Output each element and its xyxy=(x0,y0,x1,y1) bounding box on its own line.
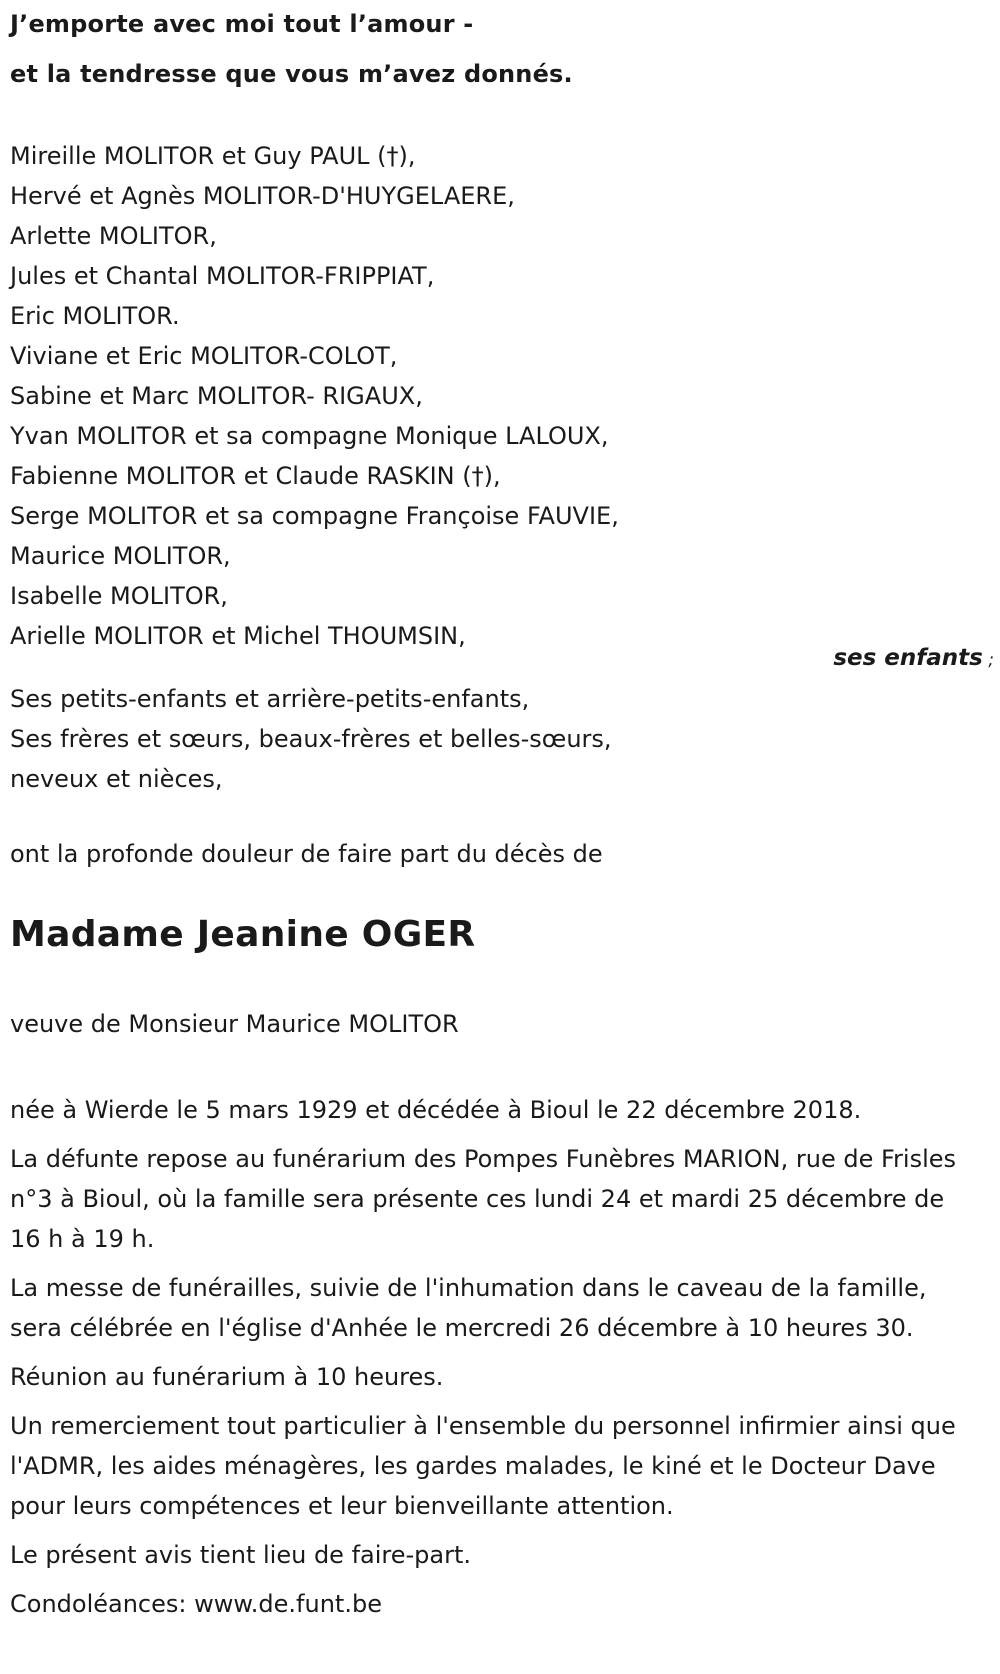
meeting-paragraph: Réunion au funérarium à 10 heures. xyxy=(10,1363,444,1391)
funeral-paragraph: La messe de funérailles, suivie de l'inhumation dans le caveau de la famille, sera célébrée en l'église d'Anhée le mercredi 26 décembre à 10 heures 30. xyxy=(10,1274,927,1342)
family-member: Serge MOLITOR et sa compagne Françoise FAUVIE, xyxy=(10,502,619,530)
family-member: Eric MOLITOR. xyxy=(10,302,180,330)
family-member: Isabelle MOLITOR, xyxy=(10,582,228,610)
family-member: Hervé et Agnès MOLITOR-D'HUYGELAERE, xyxy=(10,182,515,210)
children-list xyxy=(10,136,619,656)
notice-paragraph: Le présent avis tient lieu de faire-part. xyxy=(10,1541,472,1569)
quote-line-1: J’emporte avec moi tout l’amour - xyxy=(10,10,474,38)
family-member: Viviane et Eric MOLITOR-COLOT, xyxy=(10,342,398,370)
family-member: Arlette MOLITOR, xyxy=(10,222,217,250)
family-member: Mireille MOLITOR et Guy PAUL (†), xyxy=(10,142,416,170)
extended-family-list xyxy=(10,679,612,799)
deceased-name: Madame Jeanine OGER xyxy=(10,914,476,955)
quote-line-2: et la tendresse que vous m’avez donnés. xyxy=(10,60,573,88)
family-member: Yvan MOLITOR et sa compagne Monique LALOUX, xyxy=(10,422,609,450)
details-section xyxy=(10,1090,970,1633)
announcement-text: ont la profonde douleur de faire part du décès de xyxy=(10,840,603,868)
repose-paragraph: La défunte repose au funérarium des Pompes Funèbres MARION, rue de Frisles n°3 à Bioul, où la famille sera présente ces lundi 24 et mardi 25 décembre de 16 h à 19 h. xyxy=(10,1145,957,1253)
extended-family-line: neveux et nièces, xyxy=(10,765,223,793)
role-label-punct: ; xyxy=(982,650,994,670)
extended-family-line: Ses frères et sœurs, beaux-frères et belles-sœurs, xyxy=(10,725,612,753)
family-member: Maurice MOLITOR, xyxy=(10,542,231,570)
extended-family-line: Ses petits-enfants et arrière-petits-enfants, xyxy=(10,685,530,713)
role-label-text: ses enfants xyxy=(833,645,983,671)
birth-death-paragraph: née à Wierde le 5 mars 1929 et décédée à Bioul le 22 décembre 2018. xyxy=(10,1096,862,1124)
family-member: Jules et Chantal MOLITOR-FRIPPIAT, xyxy=(10,262,435,290)
family-member: Arielle MOLITOR et Michel THOUMSIN, xyxy=(10,622,466,650)
widow-of-line: veuve de Monsieur Maurice MOLITOR xyxy=(10,1010,459,1038)
thanks-paragraph: Un remerciement tout particulier à l'ensemble du personnel infirmier ainsi que l'ADMR, les aides ménagères, les gardes malades, le kiné et le Docteur Dave pour leurs compétences et leur bienveillante attention. xyxy=(10,1412,956,1520)
condolences-paragraph: Condoléances: www.de.funt.be xyxy=(10,1590,382,1618)
family-member: Fabienne MOLITOR et Claude RASKIN (†), xyxy=(10,462,501,490)
children-role-label xyxy=(833,645,994,671)
family-member: Sabine et Marc MOLITOR- RIGAUX, xyxy=(10,382,423,410)
